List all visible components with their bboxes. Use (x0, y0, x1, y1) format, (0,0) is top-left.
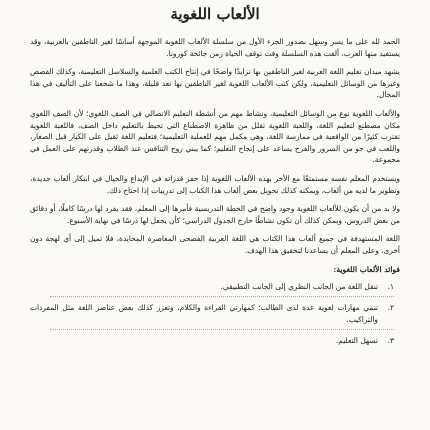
intro-paragraph: الحمد لله على ما يسر وسهل بصدور الجزء الأول من سلسلة الألعاب اللغوية الموجهة أساسًا لغير الناطقين بالعربية، وقد يستفيد منها العرب، ألفت هذه السلسلة وقت توقف الحياة زمن جائحة كورونا. (30, 37, 400, 58)
list-item-text: تنقل اللغة من الجانب النظري إلى الجانب التطبيقي. (220, 281, 378, 291)
benefits-heading: فوائد الألعاب اللغوية: (333, 264, 400, 274)
list-item-number: ١. (387, 281, 394, 291)
games-nature-paragraph: والألعاب اللغوية نوع من الوسائل التعليمية، ونشاط مهم من أنشطة التعليم الاتصالي في الصف اللغوي؛ لأن الصف اللغوي مكان مصطنع لتعليم اللغة، واللعبة اللغوية تقلل من ظاهرة الاصطناع التي تحيط بالتعليم داخل الصف، فاللعبة اللغوية تقترب كثيرًا من الواقعية في ممارسة اللغة، وهي مكمل مهم للعملية التعليمية؛ فتعليم اللغة ثقيل على الكبار قبل الصغار، واللعب في جو من السرور والفرح يساعد على إنجاح التعليم؛ كما يبني روح التنافس عند الطلاب وقدرتهم على العمل في مجموعة. (30, 108, 400, 165)
list-item (30, 281, 394, 293)
list-item (30, 302, 394, 325)
lesson-plan-paragraph: ولا بد من أن يكون للألعاب اللغوية وجود واضح في الخطة التدريسية فأمرها إلى المعلم، فقد يفرد لها درسًا كاملًا، أو دقائق من بعض الدروس، ويمكن كذلك أن تكون نشاطًا خارج الجدول الدراسي؛ كأن يجعل لها درسًا في نهاية الأسبوع. (30, 204, 400, 225)
divider (50, 329, 394, 330)
divider (50, 296, 394, 297)
list-item-number: ٣. (387, 336, 394, 346)
benefits-list (30, 281, 400, 347)
field-paragraph: يشهد ميدان تعليم اللغة العربية لغير الناطقين بها تزايدًا واضحًا في إنتاج الكتب العلمية والسلاسل التعليمية، وكذلك القصص وغيرها من الوسائل التعليمية، ولكن كتب الألعاب اللغوية لغير الناطقين بها تعد قليلة، وهذا ما شجعنا على التأليف في هذا المجال. (30, 67, 400, 100)
list-item-text: تنمي مهارات لغوية عدة لدى الطالب؛ كمهارتي القراءة والكلام، وتعزز كذلك بعض عناصر اللغة مثل المفردات والتراكيب. (30, 303, 378, 324)
target-language-paragraph: اللغة المستهدفة في جميع ألعاب هذا الكتاب هي اللغة العربية الفصحى المعاصرة المحايدة، فلا تميل إلى أي لهجة دون أخرى، وعلى المعلم أن يساعدنا لتحقيق هذا الهدف. (30, 234, 400, 255)
teacher-paragraph: ويستخدم المعلم نفسه مستمتعًا مع الأخر بهذه الألعاب اللغوية إذا حفز قدراته في الإبداع والخيال في ابتكار ألعاب جديدة، وتطوير ما لديه من ألعاب، ويمكنه كذلك تحويل بعض ألعاب هذا الكتاب إلى تدريبات إذا احتاج ذلك. (30, 173, 400, 195)
list-item-text: تسهل التعليم. (335, 336, 378, 346)
list-item (30, 335, 394, 347)
page-title: الألعاب اللغوية (170, 5, 260, 23)
list-item-number: ٢. (387, 303, 394, 313)
